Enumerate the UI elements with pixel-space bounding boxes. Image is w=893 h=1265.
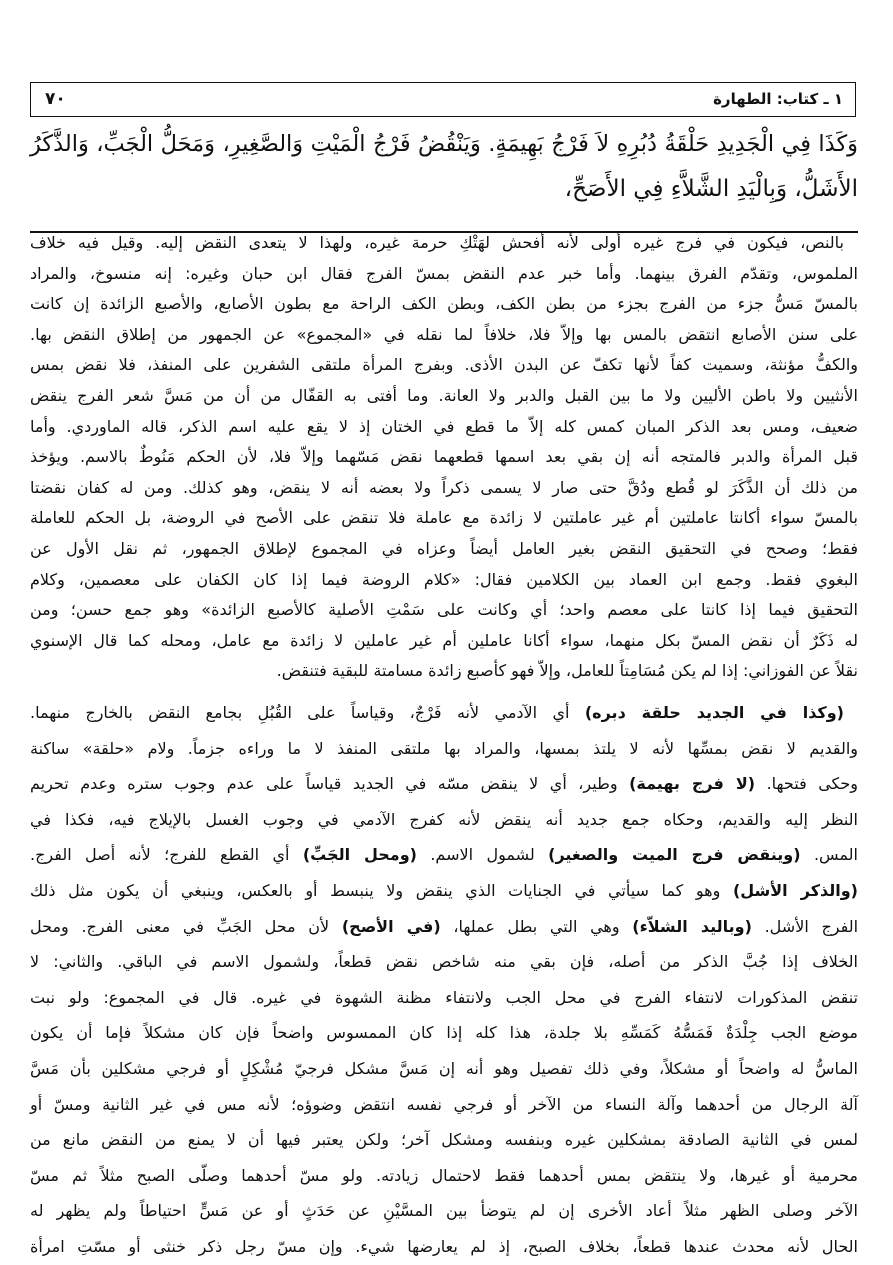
text-line: الآخر وصلى الظهر مثلاً أعاد الأخرى إن لم يتوضأ بين المسَّيْنِ عن حَدَثٍ أو عن مَسٍّ احتياطاً ولم يظهر له xyxy=(30,1201,858,1221)
quoted-matn: (في الأصح) xyxy=(341,916,441,936)
matn-text xyxy=(30,122,858,212)
text-line: آلة الرجال من أحدهما وآلة النساء من الآخر أو فرجي نفسه انتقض وضوؤه؛ لأنه مس في غير الثانية ومسّ أو xyxy=(30,1094,858,1114)
text-line: البغوي فقط. وجمع ابن العماد بين الكلامين فقال: «كلام الروضة فيما إذا كان الكفان على معصمين، وكلام xyxy=(30,569,858,589)
text-line: الحال لأنه محدث عندها قطعاً، بخلاف الصبح، إذ لم يعارضها شيء. وإن مسّ رجل ذكر خنثى أو مسّتِ امرأة xyxy=(30,1236,858,1256)
text-line: الأَشَلُّ، وَبِالْيَدِ الشَّلاَّءِ فِي الأَصَحِّ، xyxy=(564,176,858,202)
text-line: ضعيف، ومس بعد الذكر المبان كمس كله إلاّ ما قطع في الختان إذ لا يقع عليه اسم الذكر، قاله الماوردي. وأما xyxy=(30,416,858,436)
text-line: فقط؛ وصحح في التحقيق النقض بغير العامل أيضاً وعزاه في المجموع لإطلاق الجمهور، ثم نقل الأول عن xyxy=(30,538,858,558)
text-line: وَكَذَا فِي الْجَدِيدِ حَلْقَةُ دُبُرِهِ لاَ فَرْجُ بَهِيمَةٍ. وَيَنْقُضُ فَرْجُ الْمَيْتِ وَالصَّغِيرِ، وَمَحَلُّ الْجَبِّ، وَالذَّكَرُ xyxy=(30,131,858,157)
text-line: الملموس، وتقدّم الفرق بينهما. وأما خبر عدم النقض بمسّ الفرج فقال ابن حبان وغيره: إنه منسوخ، والمراد xyxy=(30,263,858,283)
quoted-matn: (لا فرج بهيمة) xyxy=(629,774,756,794)
text-line: الماسُّ له واضحاً أو مشكلاً، وفي ذلك تفصيل وهو أنه إن مَسَّ مشكل فرجيّ مُشْكِلٍ أو فرجي مشكلين بأن مَسَّ xyxy=(30,1058,858,1078)
text-line: محرمية أو غيرها، ولا ينتقض بمس أحدهما فقط لاحتمال زيادته. ولو مسّ أحدهما وصلّى الصبح مثلاً ثم مسّ xyxy=(30,1165,858,1185)
text-line: تنقض المذكورات لانتفاء الفرج في محل الجب ولانتفاء مظنة الشهوة في غيره. قال في المجموع: ولو نبت xyxy=(30,987,858,1007)
text-line: له ذَكَرٌ أن نقض المسّ بكل منهما، سواء أكانا عاملين أم غير عاملين لا زائدة مع عامل، ومحله كما قال الإسنوي xyxy=(30,630,858,650)
commentary-paragraph-2 xyxy=(30,695,858,1265)
text-line: النظر إليه والقديم، وحكاه جمع جديد أنه ينقض لأنه كفرج الآدمي في وجوب الغسل بالإيلاج فيه، فكذا في xyxy=(30,809,858,829)
text-line: والكفُّ مؤنثة، وسميت كفاً لأنها تكفّ عن البدن الأذى. وبفرج المرأة ملتقى الشفرين على المنفذ، فلا نقض بمس xyxy=(30,355,858,375)
text-line: وحكى فتحها. (لا فرج بهيمة) وطير، أي لا ينقض مسّه في الجديد قياساً على عدم وجوب ستره وعدم تحريم xyxy=(30,774,859,794)
text-line: على سنن الأصابع انتقض بالمس بها وإلاّ فلا، خلافاً لما نقله في «المجموع» عن الجمهور من إطلاق النقض بها. xyxy=(30,324,858,344)
text-line: قبل المرأة والدبر فالمتجه أنه إن بقي بعد اسمها قطعهما نقض مَسّهما وإلاّ فلا، لأن الحكم مَنُوطٌ بالاسم. ويؤخذ xyxy=(30,447,858,467)
text-line: من ذلك أن الذَّكَرَ لو قُطع ودُقَّ حتى صار لا يسمى ذكراً ولا بعضه أنه لا ينقض، وهو كذلك. ومن له كفان نقضتا xyxy=(30,477,858,497)
page-number: ٧٠ xyxy=(45,89,66,109)
chapter-title: ١ ـ كتاب: الطهارة xyxy=(713,90,843,108)
text-line: نقلاً عن الفوزاني: إذا لم يكن مُسَامِتاً للعامل، وإلاّ فهو كأصبع زائدة مسامتة للبقية فتنقض. xyxy=(276,661,858,681)
running-header xyxy=(30,82,856,117)
text-line: بالنص، فيكون في فرج غيره أولى لأنه أفحش لهَتْكِ حرمة غيره، ولهذا لا يتعدى النقض إليه. وقيل فيه خلاف xyxy=(30,233,844,252)
text-line: التحقيق فيما إذا كانتا على معصم واحد؛ أي وكانت على سَمْتِ الأصلية كالأصبع الزائدة» وهو جمع حسن؛ ومن xyxy=(30,600,858,620)
text-line: الخلاف إذا جُبَّ الذكر من أصله، فإن بقي منه شاخص نقض قطعاً، ولشمول الاسم في الباقي. والثاني: لا xyxy=(30,952,858,972)
text-line: المس. (وينقض فرج الميت والصغير) لشمول الاسم. (ومحل الجَبِّ) أي القطع للفرج؛ لأنه أصل الفرج. xyxy=(30,845,859,865)
quoted-matn: (والذكر الأشل) xyxy=(732,880,858,900)
text-line: بالمسّ سواء أكانتا عاملتين أم غير عاملتين لا زائدة مع عاملة فلا تنقض على الأصح في الروضة، بل الحكم للعاملة xyxy=(30,508,858,528)
text-line: (والذكر الأشل) وهو كما سيأتي في الجنايات الذي ينقض ولا ينبسط أو بالعكس، وينبغي أن يكون مثل ذلك xyxy=(30,880,858,900)
text-line: والقديم لا نقض بمسِّها لأنه لا يلتذ بمسها، والمراد بها ملتقى المنفذ لا ما وراءه جزماً. ولام «حلقة» ساكنة xyxy=(30,738,858,758)
quoted-matn: (وكذا في الجديد حلقة دبره) xyxy=(584,703,844,722)
quoted-matn: (وينقض فرج الميت والصغير) xyxy=(548,845,801,865)
text-line: (وكذا في الجديد حلقة دبره) أي الآدمي لأنه فَرْجٌ، وقياساً على القُبُلِ بجامع النقض بالخارج منهما. xyxy=(30,703,844,722)
commentary-paragraph-1 xyxy=(30,228,858,687)
text-line: الفرج الأشل. (وباليد الشلاّء) وهي التي بطل عملها، (في الأصح) لأن محل الجَبِّ في معنى الفرج. ومحل xyxy=(30,916,859,936)
text-line: لمس في الثانية الصادقة بمشكلين غيره وبنفسه ومشكل آخر؛ ولكن يعتبر فيها أن لا يمنع من النقض مانع من xyxy=(30,1130,858,1150)
quoted-matn: (ومحل الجَبِّ) xyxy=(302,845,417,865)
text-line: موضع الجب جِلْدَةٌ فَمَسُّهُ كَمَسِّهِ بلا جلدة، هذا كله إذا كان الممسوس واضحاً فإن كان مشكلاً فإما أن يكون xyxy=(30,1023,858,1043)
text-line: الأنثيين ولا باطن الأليين ولا ما بين القبل والدبر ولا العانة. وما أفتى به القفّال من أن من مَسَّ شعر الفرج ينقض xyxy=(30,385,858,405)
text-line: بالمسّ مَسُّ جزء من الفرج بجزء من بطن الكف، وبطن الكف الراحة مع بطون الأصابع، والأصبع الزائدة إن كانت xyxy=(30,294,858,314)
quoted-matn: (وباليد الشلاّء) xyxy=(632,916,752,936)
